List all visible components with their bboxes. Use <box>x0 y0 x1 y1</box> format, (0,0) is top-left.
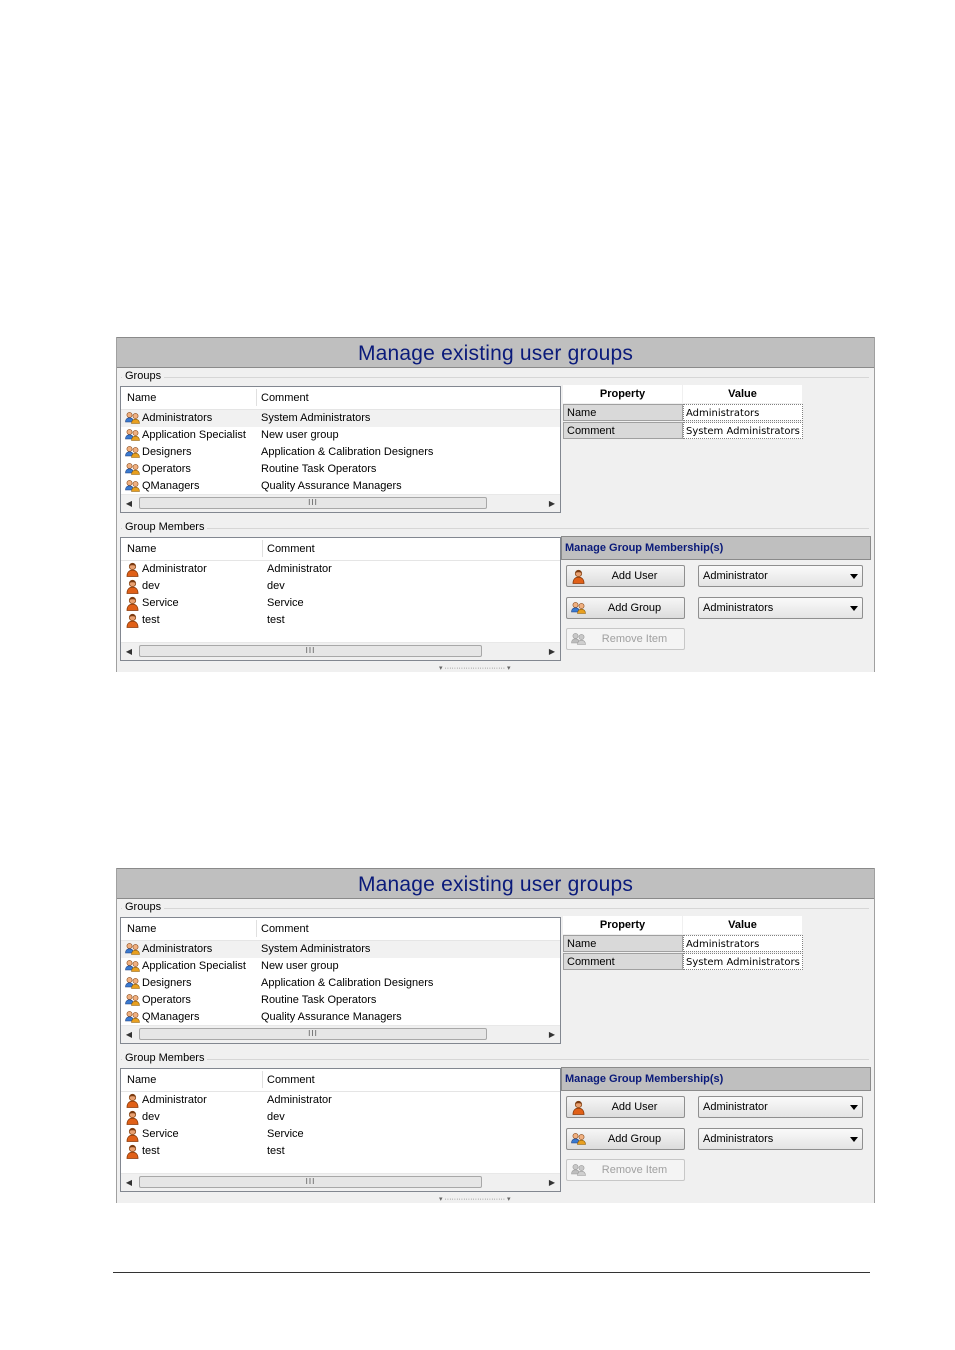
footer-rule <box>113 1272 870 1273</box>
remove-item-label: Remove Item <box>601 633 668 645</box>
value-col-header: Value <box>683 385 802 403</box>
user-icon <box>125 579 140 594</box>
group-comment: System Administrators <box>261 943 371 955</box>
group-row-operators[interactable] <box>121 992 560 1009</box>
groups-col-comment[interactable]: Comment <box>261 392 309 404</box>
groups-list-rows <box>121 410 560 495</box>
groups-list[interactable] <box>120 386 561 513</box>
group-name: Designers <box>142 977 192 989</box>
group-name: QManagers <box>142 480 200 492</box>
scroll-right-arrow-icon[interactable]: ▶ <box>548 499 556 508</box>
group-icon <box>125 445 140 460</box>
property-comment-value[interactable]: System Administrators <box>683 422 803 439</box>
add-group-label: Add Group <box>607 602 662 614</box>
member-comment: dev <box>267 580 285 592</box>
group-row-qmanagers[interactable] <box>121 1009 560 1026</box>
group-row-application-specialist[interactable] <box>121 427 560 444</box>
group-select-value: Administrators <box>703 1133 774 1145</box>
add-group-button[interactable] <box>566 1128 685 1150</box>
page-title: Manage existing user groups <box>117 337 874 368</box>
group-name: Application Specialist <box>142 429 246 441</box>
add-group-button[interactable] <box>566 597 685 619</box>
group-row-application-specialist[interactable] <box>121 958 560 975</box>
member-comment: Service <box>267 597 304 609</box>
member-name: Service <box>142 597 179 609</box>
property-name-key: Name <box>563 935 683 952</box>
remove-item-label: Remove Item <box>601 1164 668 1176</box>
group-icon <box>125 479 140 494</box>
groups-list-header <box>121 387 560 410</box>
members-list-header <box>121 1069 560 1092</box>
group-comment: Routine Task Operators <box>261 463 377 475</box>
group-row-operators[interactable] <box>121 461 560 478</box>
members-hscrollbar[interactable] <box>121 1173 560 1191</box>
group-row-qmanagers[interactable] <box>121 478 560 495</box>
scroll-right-arrow-icon[interactable]: ▶ <box>548 647 556 656</box>
group-comment: Quality Assurance Managers <box>261 480 402 492</box>
members-hscrollbar[interactable] <box>121 642 560 660</box>
member-row-dev[interactable] <box>121 578 560 595</box>
group-icon <box>125 411 140 426</box>
scroll-left-arrow-icon[interactable]: ◀ <box>125 1030 133 1039</box>
value-col-header: Value <box>683 916 802 934</box>
property-name-value[interactable]: Administrators <box>683 935 803 952</box>
member-name: Administrator <box>142 563 207 575</box>
page-title: Manage existing user groups <box>117 868 874 899</box>
group-icon <box>125 942 140 957</box>
scroll-left-arrow-icon[interactable]: ◀ <box>125 1178 133 1187</box>
property-name-value[interactable]: Administrators <box>683 404 803 421</box>
member-row-administrator[interactable] <box>121 561 560 578</box>
members-list-rows <box>121 1092 560 1160</box>
group-icon <box>125 462 140 477</box>
group-row-designers[interactable] <box>121 975 560 992</box>
group-select[interactable] <box>698 597 863 619</box>
groups-list[interactable] <box>120 917 561 1044</box>
add-group-label: Add Group <box>607 1133 662 1145</box>
group-name: Operators <box>142 994 191 1006</box>
group-select-value: Administrators <box>703 602 774 614</box>
members-list-rows <box>121 561 560 629</box>
members-section-label: Group Members <box>122 521 207 533</box>
groups-section-label: Groups <box>122 370 164 382</box>
group-comment: Quality Assurance Managers <box>261 1011 402 1023</box>
members-list[interactable] <box>120 1068 561 1192</box>
member-row-test[interactable] <box>121 612 560 629</box>
member-row-service[interactable] <box>121 595 560 612</box>
user-icon <box>125 613 140 628</box>
group-name: Designers <box>142 446 192 458</box>
user-select[interactable] <box>698 1096 863 1118</box>
group-icon <box>125 428 140 443</box>
property-col-header: Property <box>563 916 682 934</box>
member-name: Administrator <box>142 1094 207 1106</box>
screenshot-manage-groups-1 <box>116 337 875 672</box>
property-comment-key: Comment <box>563 422 683 439</box>
member-row-administrator[interactable] <box>121 1092 560 1109</box>
user-select[interactable] <box>698 565 863 587</box>
members-list[interactable] <box>120 537 561 661</box>
group-comment: Routine Task Operators <box>261 994 377 1006</box>
member-row-test[interactable] <box>121 1143 560 1160</box>
group-icon <box>125 1010 140 1025</box>
manage-membership-header: Manage Group Membership(s) <box>561 536 871 560</box>
property-name-key: Name <box>563 404 683 421</box>
remove-item-button[interactable] <box>566 628 685 650</box>
chevron-down-icon[interactable] <box>850 574 858 579</box>
property-comment-key: Comment <box>563 953 683 970</box>
user-icon <box>125 562 140 577</box>
group-name: Administrators <box>142 412 213 424</box>
scroll-thumb[interactable]: III <box>139 645 482 657</box>
chevron-down-icon[interactable] <box>850 1137 858 1142</box>
group-select[interactable] <box>698 1128 863 1150</box>
groups-separator <box>121 908 869 909</box>
splitter-handle[interactable]: ▾ ·························· ▾ <box>439 665 511 672</box>
members-section-label: Group Members <box>122 1052 207 1064</box>
member-comment: Administrator <box>267 563 332 575</box>
group-comment: New user group <box>261 429 339 441</box>
screenshot-manage-groups-2 <box>116 868 875 1203</box>
add-user-label: Add User <box>611 570 658 582</box>
remove-item-button[interactable] <box>566 1159 685 1181</box>
chevron-down-icon[interactable] <box>850 1105 858 1110</box>
groups-hscrollbar[interactable] <box>121 1025 560 1043</box>
member-row-dev[interactable] <box>121 1109 560 1126</box>
scroll-right-arrow-icon[interactable]: ▶ <box>548 1030 556 1039</box>
user-icon <box>125 1093 140 1108</box>
user-icon <box>125 1127 140 1142</box>
add-user-button[interactable] <box>566 1096 685 1118</box>
user-select-value: Administrator <box>703 1101 768 1113</box>
member-row-service[interactable] <box>121 1126 560 1143</box>
member-comment: test <box>267 1145 285 1157</box>
groups-list-rows <box>121 941 560 1026</box>
member-name: test <box>142 1145 160 1157</box>
scroll-thumb[interactable]: III <box>139 1028 487 1040</box>
splitter-handle[interactable]: ▾ ·························· ▾ <box>439 1196 511 1203</box>
members-col-name[interactable]: Name <box>127 543 157 555</box>
groups-section-label: Groups <box>122 901 164 913</box>
member-name: dev <box>142 580 160 592</box>
groups-col-name[interactable]: Name <box>127 923 157 935</box>
property-col-header: Property <box>563 385 682 403</box>
group-name: Administrators <box>142 943 213 955</box>
property-comment-value[interactable]: System Administrators <box>683 953 803 970</box>
group-comment: Application & Calibration Designers <box>261 977 434 989</box>
member-name: dev <box>142 1111 160 1123</box>
members-col-comment[interactable]: Comment <box>267 543 315 555</box>
group-row-designers[interactable] <box>121 444 560 461</box>
chevron-down-icon[interactable] <box>850 606 858 611</box>
add-user-button[interactable] <box>566 565 685 587</box>
member-comment: dev <box>267 1111 285 1123</box>
user-icon <box>125 596 140 611</box>
group-icon <box>125 976 140 991</box>
scroll-left-arrow-icon[interactable]: ◀ <box>125 647 133 656</box>
groups-separator <box>121 377 869 378</box>
member-comment: test <box>267 614 285 626</box>
scroll-thumb[interactable]: III <box>139 497 487 509</box>
members-separator <box>121 1059 869 1060</box>
scroll-right-arrow-icon[interactable]: ▶ <box>548 1178 556 1187</box>
groups-list-header <box>121 918 560 941</box>
groups-hscrollbar[interactable] <box>121 494 560 512</box>
members-separator <box>121 528 869 529</box>
members-list-header <box>121 538 560 561</box>
groups-col-name[interactable]: Name <box>127 392 157 404</box>
group-name: Operators <box>142 463 191 475</box>
scroll-thumb[interactable]: III <box>139 1176 482 1188</box>
group-name: Application Specialist <box>142 960 246 972</box>
group-name: QManagers <box>142 1011 200 1023</box>
group-comment: Application & Calibration Designers <box>261 446 434 458</box>
group-comment: System Administrators <box>261 412 371 424</box>
group-icon <box>125 959 140 974</box>
group-icon <box>125 993 140 1008</box>
group-row-administrators[interactable] <box>121 941 560 958</box>
add-user-label: Add User <box>611 1101 658 1113</box>
member-name: Service <box>142 1128 179 1140</box>
member-comment: Administrator <box>267 1094 332 1106</box>
group-comment: New user group <box>261 960 339 972</box>
user-icon <box>125 1144 140 1159</box>
members-col-comment[interactable]: Comment <box>267 1074 315 1086</box>
members-col-name[interactable]: Name <box>127 1074 157 1086</box>
groups-col-comment[interactable]: Comment <box>261 923 309 935</box>
manage-membership-header: Manage Group Membership(s) <box>561 1067 871 1091</box>
scroll-left-arrow-icon[interactable]: ◀ <box>125 499 133 508</box>
user-icon <box>125 1110 140 1125</box>
group-row-administrators[interactable] <box>121 410 560 427</box>
user-select-value: Administrator <box>703 570 768 582</box>
member-name: test <box>142 614 160 626</box>
member-comment: Service <box>267 1128 304 1140</box>
